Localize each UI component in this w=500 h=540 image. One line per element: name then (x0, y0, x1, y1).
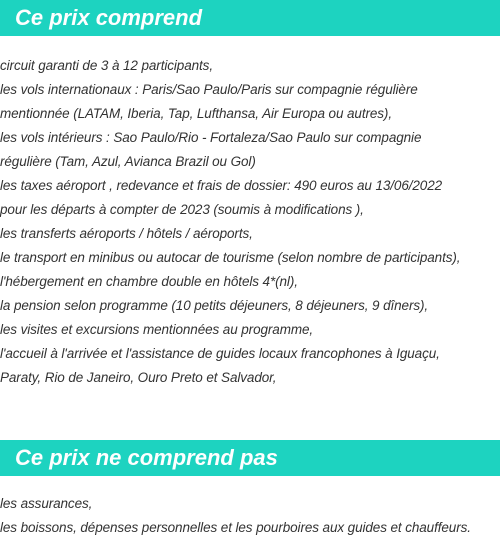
list-item: les transferts aéroports / hôtels / aéroports, (0, 226, 253, 241)
list-item: les vols internationaux : Paris/Sao Paulo/Paris sur compagnie régulière (0, 82, 418, 97)
list-item: circuit garanti de 3 à 12 participants, (0, 58, 213, 73)
list-item: les assurances, (0, 496, 93, 511)
list-item: régulière (Tam, Azul, Avianca Brazil ou Gol) (0, 154, 256, 169)
list-item: les boissons, dépenses personnelles et les pourboires aux guides et chauffeurs. (0, 520, 471, 535)
list-item: les vols intérieurs : Sao Paulo/Rio - Fortaleza/Sao Paulo sur compagnie (0, 130, 422, 145)
list-item: les visites et excursions mentionnées au programme, (0, 322, 314, 337)
list-item: les taxes aéroport , redevance et frais de dossier: 490 euros au 13/06/2022 (0, 178, 443, 193)
section-title-included: Ce prix comprend (0, 0, 500, 36)
list-item: pour les départs à compter de 2023 (soumis à modifications ), (0, 202, 364, 217)
list-item: l'accueil à l'arrivée et l'assistance de guides locaux francophones à Iguaçu, (0, 346, 440, 361)
list-item: Paraty, Rio de Janeiro, Ouro Preto et Salvador, (0, 370, 277, 385)
included-items-list (0, 54, 500, 390)
list-item: le transport en minibus ou autocar de tourisme (selon nombre de participants), (0, 250, 461, 265)
list-item: mentionnée (LATAM, Iberia, Tap, Lufthansa, Air Europa ou autres), (0, 106, 392, 121)
list-item: l'hébergement en chambre double en hôtels 4*(nl), (0, 274, 298, 289)
excluded-items-list (0, 492, 500, 540)
list-item: la pension selon programme (10 petits déjeuners, 8 déjeuners, 9 dîners), (0, 298, 429, 313)
section-title-excluded: Ce prix ne comprend pas (0, 440, 500, 476)
